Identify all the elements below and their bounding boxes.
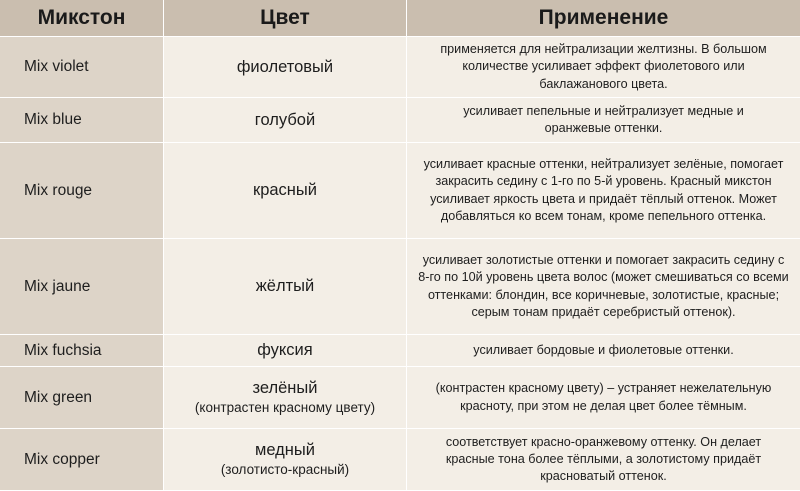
row-name: Mix fuchsia (0, 335, 164, 367)
row-usage (407, 239, 800, 335)
row-name: Mix violet (0, 37, 164, 98)
row-color (164, 335, 407, 367)
row-color (164, 143, 407, 239)
row-usage (407, 335, 800, 367)
row-usage (407, 429, 800, 491)
header-usage: Применение (407, 0, 800, 37)
row-usage-text: усиливает пепельные и нейтрализует медные и оранжевые оттенки. (463, 103, 744, 135)
row-usage-text: соответствует красно-оранжевому оттенку. Он делает красные тона более тёплыми, а золотистому придаёт красноватый оттенок. (445, 434, 762, 484)
row-color-label: зелёный (252, 379, 318, 398)
row-color (164, 429, 407, 491)
row-name: Mix copper (0, 429, 164, 491)
row-name: Mix blue (0, 98, 164, 143)
row-usage-text: (контрастен красному цвету) – устраняет нежелательную красноту, при этом не делая цвет более тёмным. (435, 381, 772, 413)
row-usage-text: усиливает бордовые и фиолетовые оттенки. (473, 342, 734, 357)
row-color (164, 98, 407, 143)
row-usage (407, 367, 800, 429)
row-name: Mix green (0, 367, 164, 429)
row-name: Mix rouge (0, 143, 164, 239)
row-color-label: красный (252, 181, 317, 200)
row-color-label: голубой (254, 110, 316, 129)
row-color (164, 367, 407, 429)
row-color-label: фуксия (257, 341, 313, 360)
row-color (164, 37, 407, 98)
row-usage-text: усиливает красные оттенки, нейтрализует зелёные, помогает закрасить седину с 1-го по 5-й уровень. Красный микстон усиливает яркость цвета и придаёт тёплый оттенок. Может добавляться ко всем тонам, кроме пепельного оттенка. (423, 157, 784, 223)
row-usage (407, 98, 800, 143)
row-usage (407, 143, 800, 239)
row-color-label: фиолетовый (236, 57, 334, 76)
row-usage-text: усиливает золотистые оттенки и помогает закрасить седину с 8-го по 10й уровень цвета волос (может смешиваться со всеми оттенками: блондин, все коричневые, золотистые, красные; серым тонам придаёт серебристый оттенок). (418, 253, 789, 319)
row-color-note: (золотисто-красный) (220, 462, 350, 478)
row-color-label: медный (255, 441, 315, 460)
row-name: Mix jaune (0, 239, 164, 335)
row-color (164, 239, 407, 335)
row-usage-text: применяется для нейтрализации желтизны. В большом количестве усиливает эффект фиолетового или баклажанового цвета. (440, 42, 767, 91)
header-color: Цвет (164, 0, 407, 37)
row-usage (407, 37, 800, 98)
row-color-note: (контрастен красному цвету) (194, 400, 376, 416)
row-color-label: жёлтый (255, 277, 315, 296)
header-mixton: Микстон (0, 0, 164, 37)
